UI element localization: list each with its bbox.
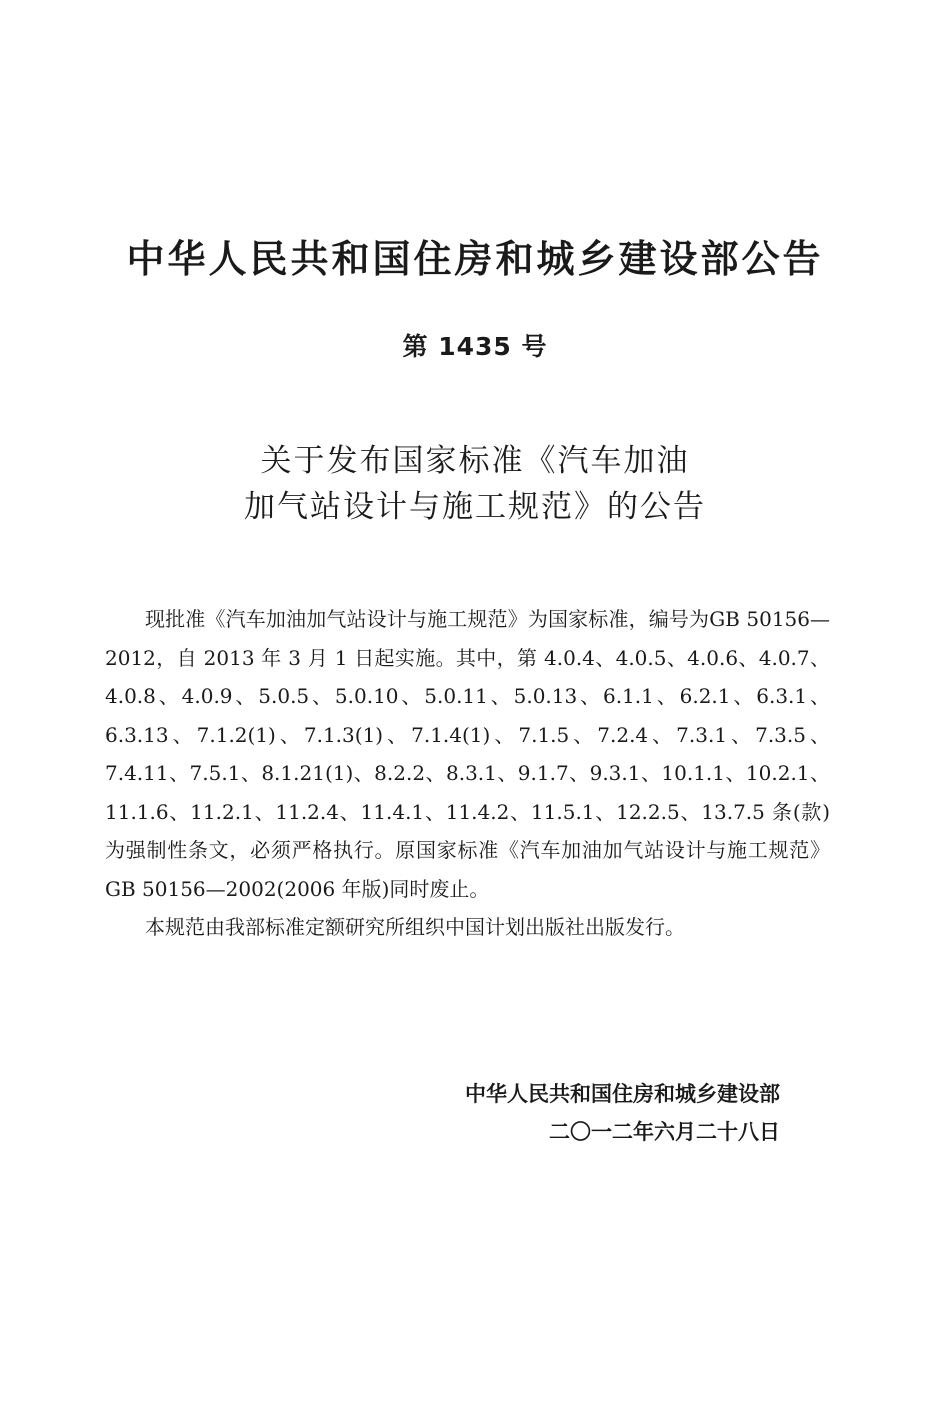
announcement-subject (0, 438, 950, 530)
subject-line-2: 加气站设计与施工规范》的公告 (244, 489, 706, 525)
announcement-number: 第 1435 号 (402, 332, 548, 361)
subject-line-1: 关于发布国家标准《汽车加油 (260, 443, 690, 479)
signature-organization: 中华人民共和国住房和城乡建设部 (465, 1082, 780, 1106)
signature-block (0, 1075, 780, 1151)
signature-date: 二〇一二年六月二十八日 (549, 1120, 780, 1144)
announcement-body (105, 600, 830, 947)
body-paragraph-1: 现批准《汽车加油加气站设计与施工规范》为国家标准，编号为GB 50156—2012，自 2013 年 3 月 1 日起实施。其中，第 4.0.4、4.0.5、4.0.6、4.0.7、4.0.8、4.0.9、5.0.5、5.0.10、5.0.11、5.0.13、6.1.1、6.2.1、6.3.1、6.3.13、7.1.2(1)、7.1.3(1)、7.1.4(1)、7.1.5、7.2.4、7.3.1、7.3.5、7.4.11、7.5.1、8.1.21(1)、8.2.2、8.3.1、9.1.7、9.3.1、10.1.1、10.2.1、11.1.6、11.2.1、11.2.4、11.4.1、11.4.2、11.5.1、12.2.5、13.7.5 条(款)为强制性条文，必须严格执行。原国家标准《汽车加油加气站设计与施工规范》GB 50156—2002(2006 年版)同时废止。 (105, 607, 830, 901)
body-paragraph-2: 本规范由我部标准定额研究所组织中国计划出版社出版发行。 (145, 915, 685, 939)
issuer-title: 中华人民共和国住房和城乡建设部公告 (126, 237, 824, 281)
